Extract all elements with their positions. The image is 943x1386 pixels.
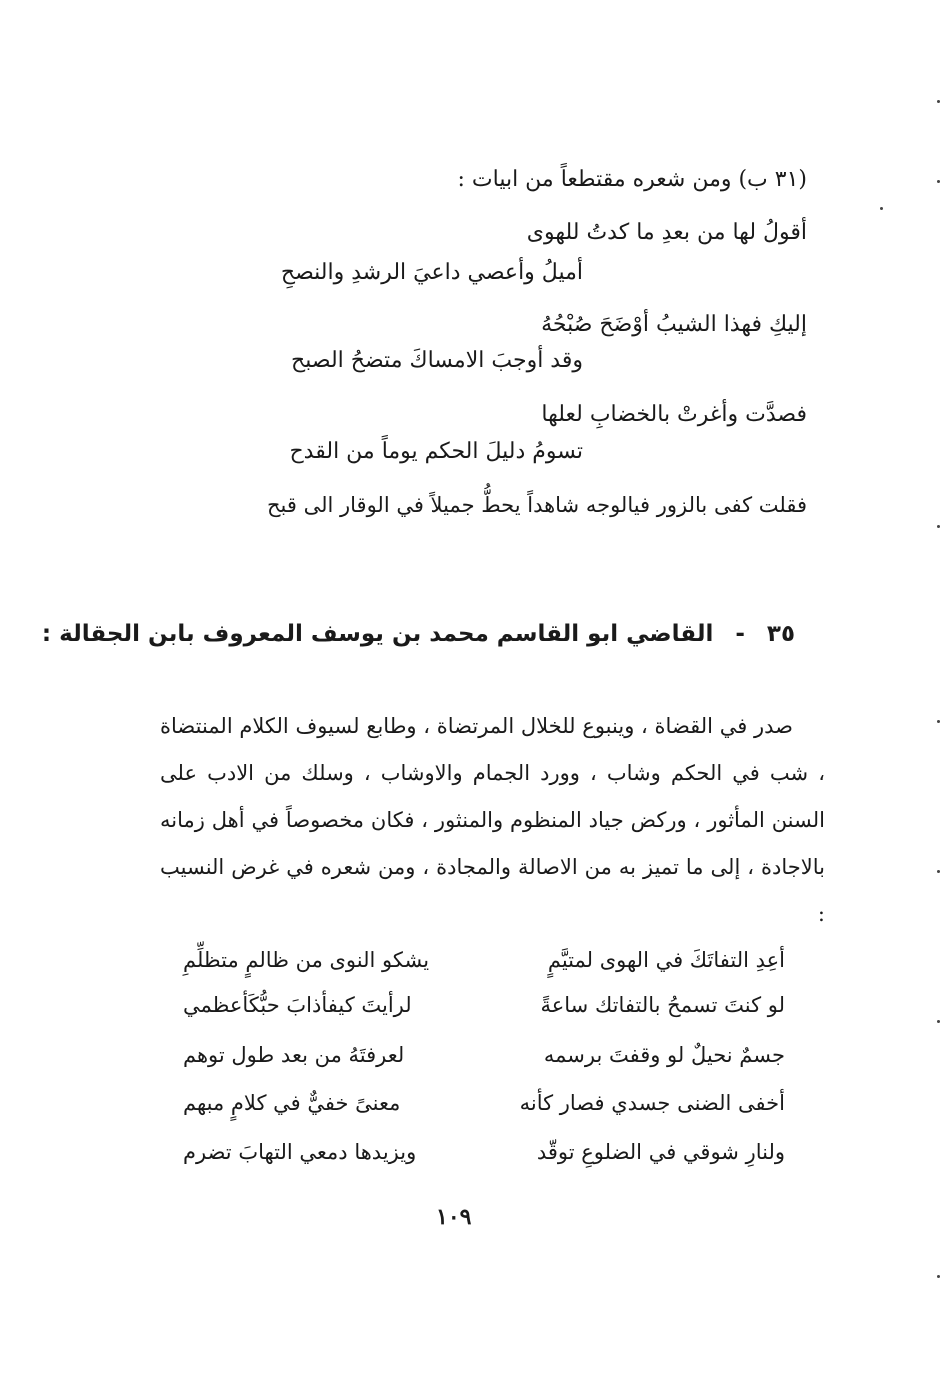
second-hemistich: لعرفتَهُ من بعد طول توهم bbox=[183, 1043, 405, 1067]
poem-1-line: أقولُ لها من بعدِ ما كدتُ للهوى bbox=[526, 220, 807, 245]
scan-mark bbox=[937, 100, 940, 103]
scan-mark bbox=[880, 207, 883, 210]
scan-mark bbox=[937, 1020, 940, 1023]
second-hemistich: يشكو النوى من ظالمٍ متظلِّمِ bbox=[183, 948, 430, 972]
scan-mark bbox=[937, 720, 940, 723]
second-hemistich: ويزيدها دمعي التهابَ تضرم bbox=[183, 1140, 417, 1164]
paragraph-first-line: صدر في القضاة ، وينبوع للخلال المرتضاة ، وطابع لسيوف الكلام bbox=[239, 714, 793, 738]
first-hemistich: أخفى الضنى جسدي فصار كأنه bbox=[519, 1091, 785, 1115]
verse-pair bbox=[155, 940, 785, 980]
verse-pair bbox=[155, 985, 785, 1025]
paragraph-rest: المنتضاة ، شب في الحكم وشاب ، وورد الجمام والاوشاب ، وسلك من الادب على السنن المأثور ، وركض جياد المنظوم والمنثور ، فكان مخصوصاً في أهل زمانه بالاجادة ، إلى ما تميز به من الاصالة والمجادة ، ومن شعره في غرض النسيب : bbox=[160, 714, 825, 926]
scan-mark bbox=[937, 870, 940, 873]
first-hemistich: ولنارِ شوقي في الضلوعِ توقّد bbox=[536, 1140, 785, 1164]
first-hemistich: لو كنتَ تسمحُ بالتفاتك ساعةً bbox=[540, 993, 785, 1017]
scan-mark bbox=[937, 180, 940, 183]
section-number: ٣٥ bbox=[766, 621, 795, 647]
intro-line: (٣١ ب) ومن شعره مقتطعاً من ابيات : bbox=[457, 167, 807, 192]
poem-1-line: وقد أوجبَ الامساكَ متضحُ الصبح bbox=[291, 348, 583, 373]
section-dash: - bbox=[735, 621, 745, 647]
page-number: ١٠٩ bbox=[436, 1204, 472, 1230]
poem-1-line: أميلُ وأعصي داعيَ الرشدِ والنصحِ bbox=[280, 260, 583, 285]
poem-1-line: إليكِ فهذا الشيبُ أوْضَحَ صُبْحُهُ bbox=[541, 312, 807, 337]
verse-pair bbox=[155, 1035, 785, 1075]
poem-1-line: فصدَّت وأغرتْ بالخضابِ لعلها bbox=[541, 402, 807, 427]
section-title: القاضي ابو القاسم محمد بن يوسف المعروف بابن الجقالة : bbox=[41, 621, 714, 647]
second-hemistich: معنىً خفيٌّ في كلامٍ مبهم bbox=[183, 1091, 401, 1115]
first-hemistich: جسمٌ نحيلٌ لو وقفتَ برسمه bbox=[543, 1043, 785, 1067]
scan-mark bbox=[937, 525, 940, 528]
poem-1-line: تسومُ دليلَ الحكم يوماً من القدح bbox=[289, 439, 583, 464]
second-hemistich: لرأيتَ كيفأذابَ حبُّكَأعظمي bbox=[183, 993, 412, 1017]
section-heading bbox=[42, 618, 795, 650]
verse-pair bbox=[155, 1132, 785, 1172]
poem-1-line: فقلت كفى بالزور فيالوجه شاهداً يحطُّ جميلاً في الوقار الى قبح bbox=[266, 493, 807, 517]
verse-pair bbox=[155, 1083, 785, 1123]
scan-mark bbox=[937, 1275, 940, 1278]
biography-paragraph bbox=[160, 703, 825, 938]
first-hemistich: أعِدِ التفاتَكَ في الهوى لمتيَّمٍ bbox=[547, 948, 785, 972]
